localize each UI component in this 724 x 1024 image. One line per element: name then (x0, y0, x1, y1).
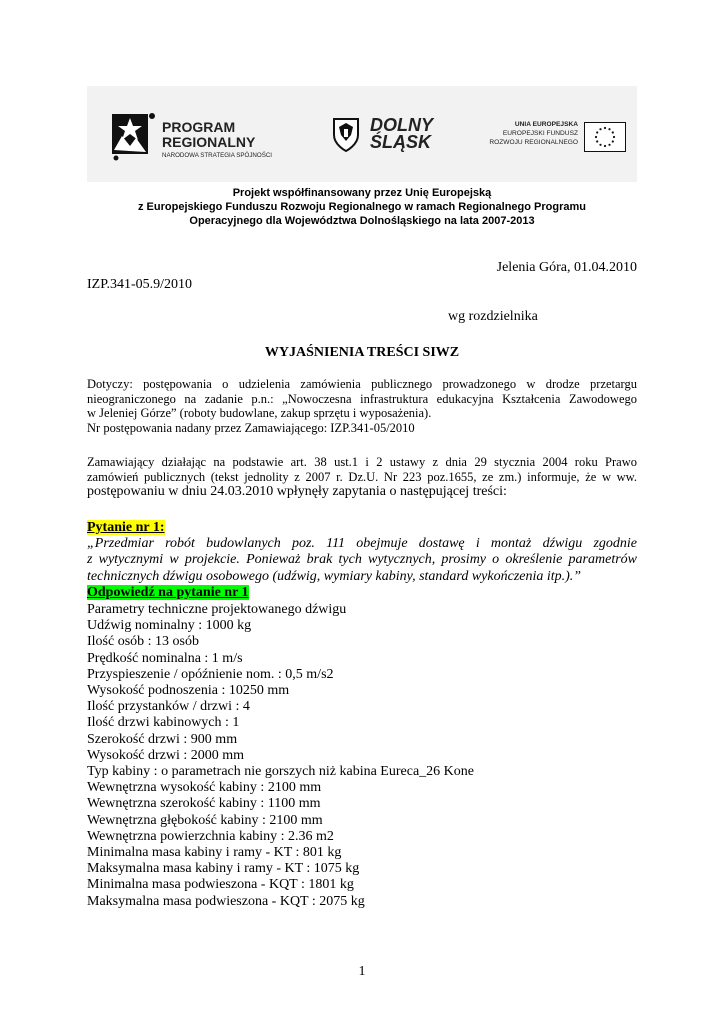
program-regionalny-logo (108, 106, 298, 166)
intro-line: Zamawiający działając na podstawie art. 38 ust.1 i 2 ustawy z dnia 29 stycznia 2004 roku Prawo (87, 455, 637, 469)
answer-line: Maksymalna masa kabiny i ramy - KT : 1075 kg (87, 861, 360, 877)
program-logo-line3: NARODOWA STRATEGIA SPÓJNOŚCI (162, 152, 273, 159)
project-info (87, 186, 637, 228)
answer-line: Wewnętrzna głębokość kabiny : 2100 mm (87, 812, 323, 828)
answer-line: Szerokość drzwi : 900 mm (87, 731, 238, 747)
subject-line: Nr postępowania nadany przez Zamawiającego: IZP.341-05/2010 (87, 420, 415, 435)
answer-line: Wewnętrzna powierzchnia kabiny : 2.36 m2 (87, 828, 334, 844)
question-label: Pytanie nr 1: (87, 520, 165, 535)
eu-logo-line3: ROZWOJU REGIONALNEGO (489, 139, 578, 146)
region-logo-line2: ŚLĄSK (370, 132, 432, 152)
answer-list (87, 602, 637, 910)
recipient: wg rozdzielnika (448, 309, 538, 324)
answer-line: Prędkość nominalna : 1 m/s (87, 650, 243, 666)
eu-logo-line1: UNIA EUROPEJSKA (514, 121, 578, 128)
project-info-line: Operacyjnego dla Województwa Dolnośląskiego na lata 2007-2013 (189, 215, 535, 227)
answer-line: Wysokość drzwi : 2000 mm (87, 747, 245, 763)
question-line: technicznych dźwigu osobowego (udźwig, wymiary kabiny, standard wykończenia itp.).” (87, 568, 582, 584)
page-number: 1 (358, 964, 366, 979)
eu-flag-icon (584, 122, 626, 152)
answer-line: Wewnętrzna szerokość kabiny : 1100 mm (87, 796, 321, 812)
dolny-slask-logo (332, 114, 452, 156)
answer-line: Przyspieszenie / opóźnienie nom. : 0,5 m/s2 (87, 666, 334, 682)
place-date: Jelenia Góra, 01.04.2010 (496, 260, 637, 275)
answer-line: Parametry techniczne projektowanego dźwigu (87, 602, 347, 617)
project-info-line: z Europejskiego Funduszu Rozwoju Regionalnego w ramach Regionalnego Programu (138, 201, 586, 213)
project-info-line: Projekt współfinansowany przez Unię Europejską (232, 187, 492, 199)
reference-number: IZP.341-05.9/2010 (87, 277, 192, 292)
answer-line: Ilość drzwi kabinowych : 1 (87, 715, 240, 731)
program-regionalny-emblem-icon (108, 106, 160, 162)
program-logo-line2: REGIONALNY (162, 134, 256, 150)
intro-line: zamówień publicznych (tekst jednolity z 2007 r. Dz.U. Nr 223 poz.1655, ze zm.) informuje, że w ww. (87, 469, 637, 484)
question-line: z wytycznymi w projekcie. Ponieważ brak tych wytycznych, prosimy o określenie parametrów (87, 552, 637, 568)
answer-line: Ilość przystanków / drzwi : 4 (87, 699, 250, 715)
subject-line: w Jeleniej Górze” (roboty budowlane, zakup sprzętu i wyposażenia). (87, 406, 432, 421)
answer-line: Ilość osób : 13 osób (87, 634, 199, 650)
document-title: WYJAŚNIENIA TREŚCI SIWZ (264, 345, 460, 360)
eu-logo (486, 121, 626, 153)
program-logo-line1: PROGRAM (162, 119, 236, 135)
answer-line: Minimalna masa podwieszona - KQT : 1801 kg (87, 877, 354, 893)
question-line: „Przedmiar robót budowlanych poz. 111 obejmuje dostawę i montaż dźwigu zgodnie (87, 536, 637, 552)
answer-line: Wewnętrzna wysokość kabiny : 2100 mm (87, 780, 322, 796)
eu-logo-line2: EUROPEJSKI FUNDUSZ (502, 130, 578, 137)
answer-label: Odpowiedź na pytanie nr 1 (87, 584, 249, 600)
subject-block (87, 377, 637, 435)
intro-line: postępowaniu w dniu 24.03.2010 wpłynęły zapytania o następującej treści: (87, 484, 507, 500)
region-logo-line1: DOLNY (370, 115, 433, 135)
answer-line: Wysokość podnoszenia : 10250 mm (87, 683, 290, 699)
dolny-slask-coat-of-arms-icon (332, 117, 360, 153)
subject-line: nieograniczonego na zadanie p.n.: „Nowoczesna infrastruktura edukacyjna Kształcenia Zawodowego (87, 391, 637, 406)
answer-line: Maksymalna masa podwieszona - KQT : 2075 kg (87, 893, 365, 909)
subject-line: Dotyczy: postępowania o udzielenia zamówienia publicznego prowadzonego w drodze przetargu (87, 377, 637, 391)
question-block (87, 520, 637, 601)
answer-line: Udźwig nominalny : 1000 kg (87, 618, 252, 634)
answer-line: Minimalna masa kabiny i ramy - KT : 801 kg (87, 845, 342, 861)
intro-block (87, 455, 637, 500)
answer-line: Typ kabiny : o parametrach nie gorszych niż kabina Eureca_26 Kone (87, 764, 474, 780)
